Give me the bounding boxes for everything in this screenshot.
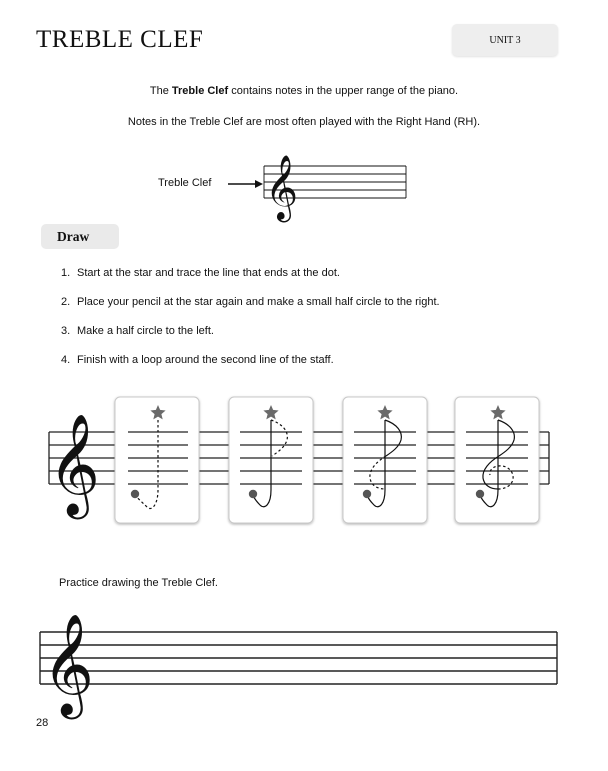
intro-bold-term: Treble Clef: [171, 85, 229, 97]
unit-badge: UNIT 3: [452, 24, 558, 56]
step-card-2: [229, 397, 313, 523]
intro-text-before: The: [149, 85, 172, 97]
treble-clef-icon: 𝄞: [265, 155, 299, 220]
practice-staff: [40, 612, 557, 720]
page-number: 28: [36, 717, 49, 729]
page-title: TREBLE CLEF: [36, 26, 204, 53]
intro-line-2: Notes in the Treble Clef are most often played with the Right Hand (RH).: [127, 116, 481, 128]
dot-icon: [363, 490, 371, 498]
dot-icon: [476, 490, 484, 498]
step-card-3: [343, 397, 427, 523]
step-card-1: [115, 397, 199, 523]
draw-staff: [48, 397, 549, 523]
step-text: Start at the star and trace the line that ends at the dot.: [77, 267, 340, 279]
step-text: Finish with a loop around the second line of the staff.: [77, 354, 334, 366]
step-number: 1.: [61, 267, 71, 279]
practice-label: Practice drawing the Treble Clef.: [59, 577, 218, 589]
step-card-4: [455, 397, 539, 523]
step-number: 2.: [61, 296, 71, 308]
dot-icon: [131, 490, 139, 498]
small-staff-diagram: [228, 155, 406, 222]
step-text: Make a half circle to the left.: [77, 325, 214, 337]
intro-text-after: contains notes in the upper range of the piano.: [228, 85, 459, 97]
treble-clef-icon: 𝄞: [42, 612, 95, 715]
step-number: 4.: [61, 354, 71, 366]
step-number: 3.: [61, 325, 71, 337]
step-text: Place your pencil at the star again and make a small half circle to the right.: [77, 296, 440, 308]
dot-icon: [249, 490, 257, 498]
treble-clef-icon: 𝄞: [48, 412, 101, 515]
treble-clef-label: Treble Clef: [158, 177, 212, 189]
right-arrow-icon: [228, 180, 263, 188]
section-heading-draw: Draw: [41, 224, 119, 249]
